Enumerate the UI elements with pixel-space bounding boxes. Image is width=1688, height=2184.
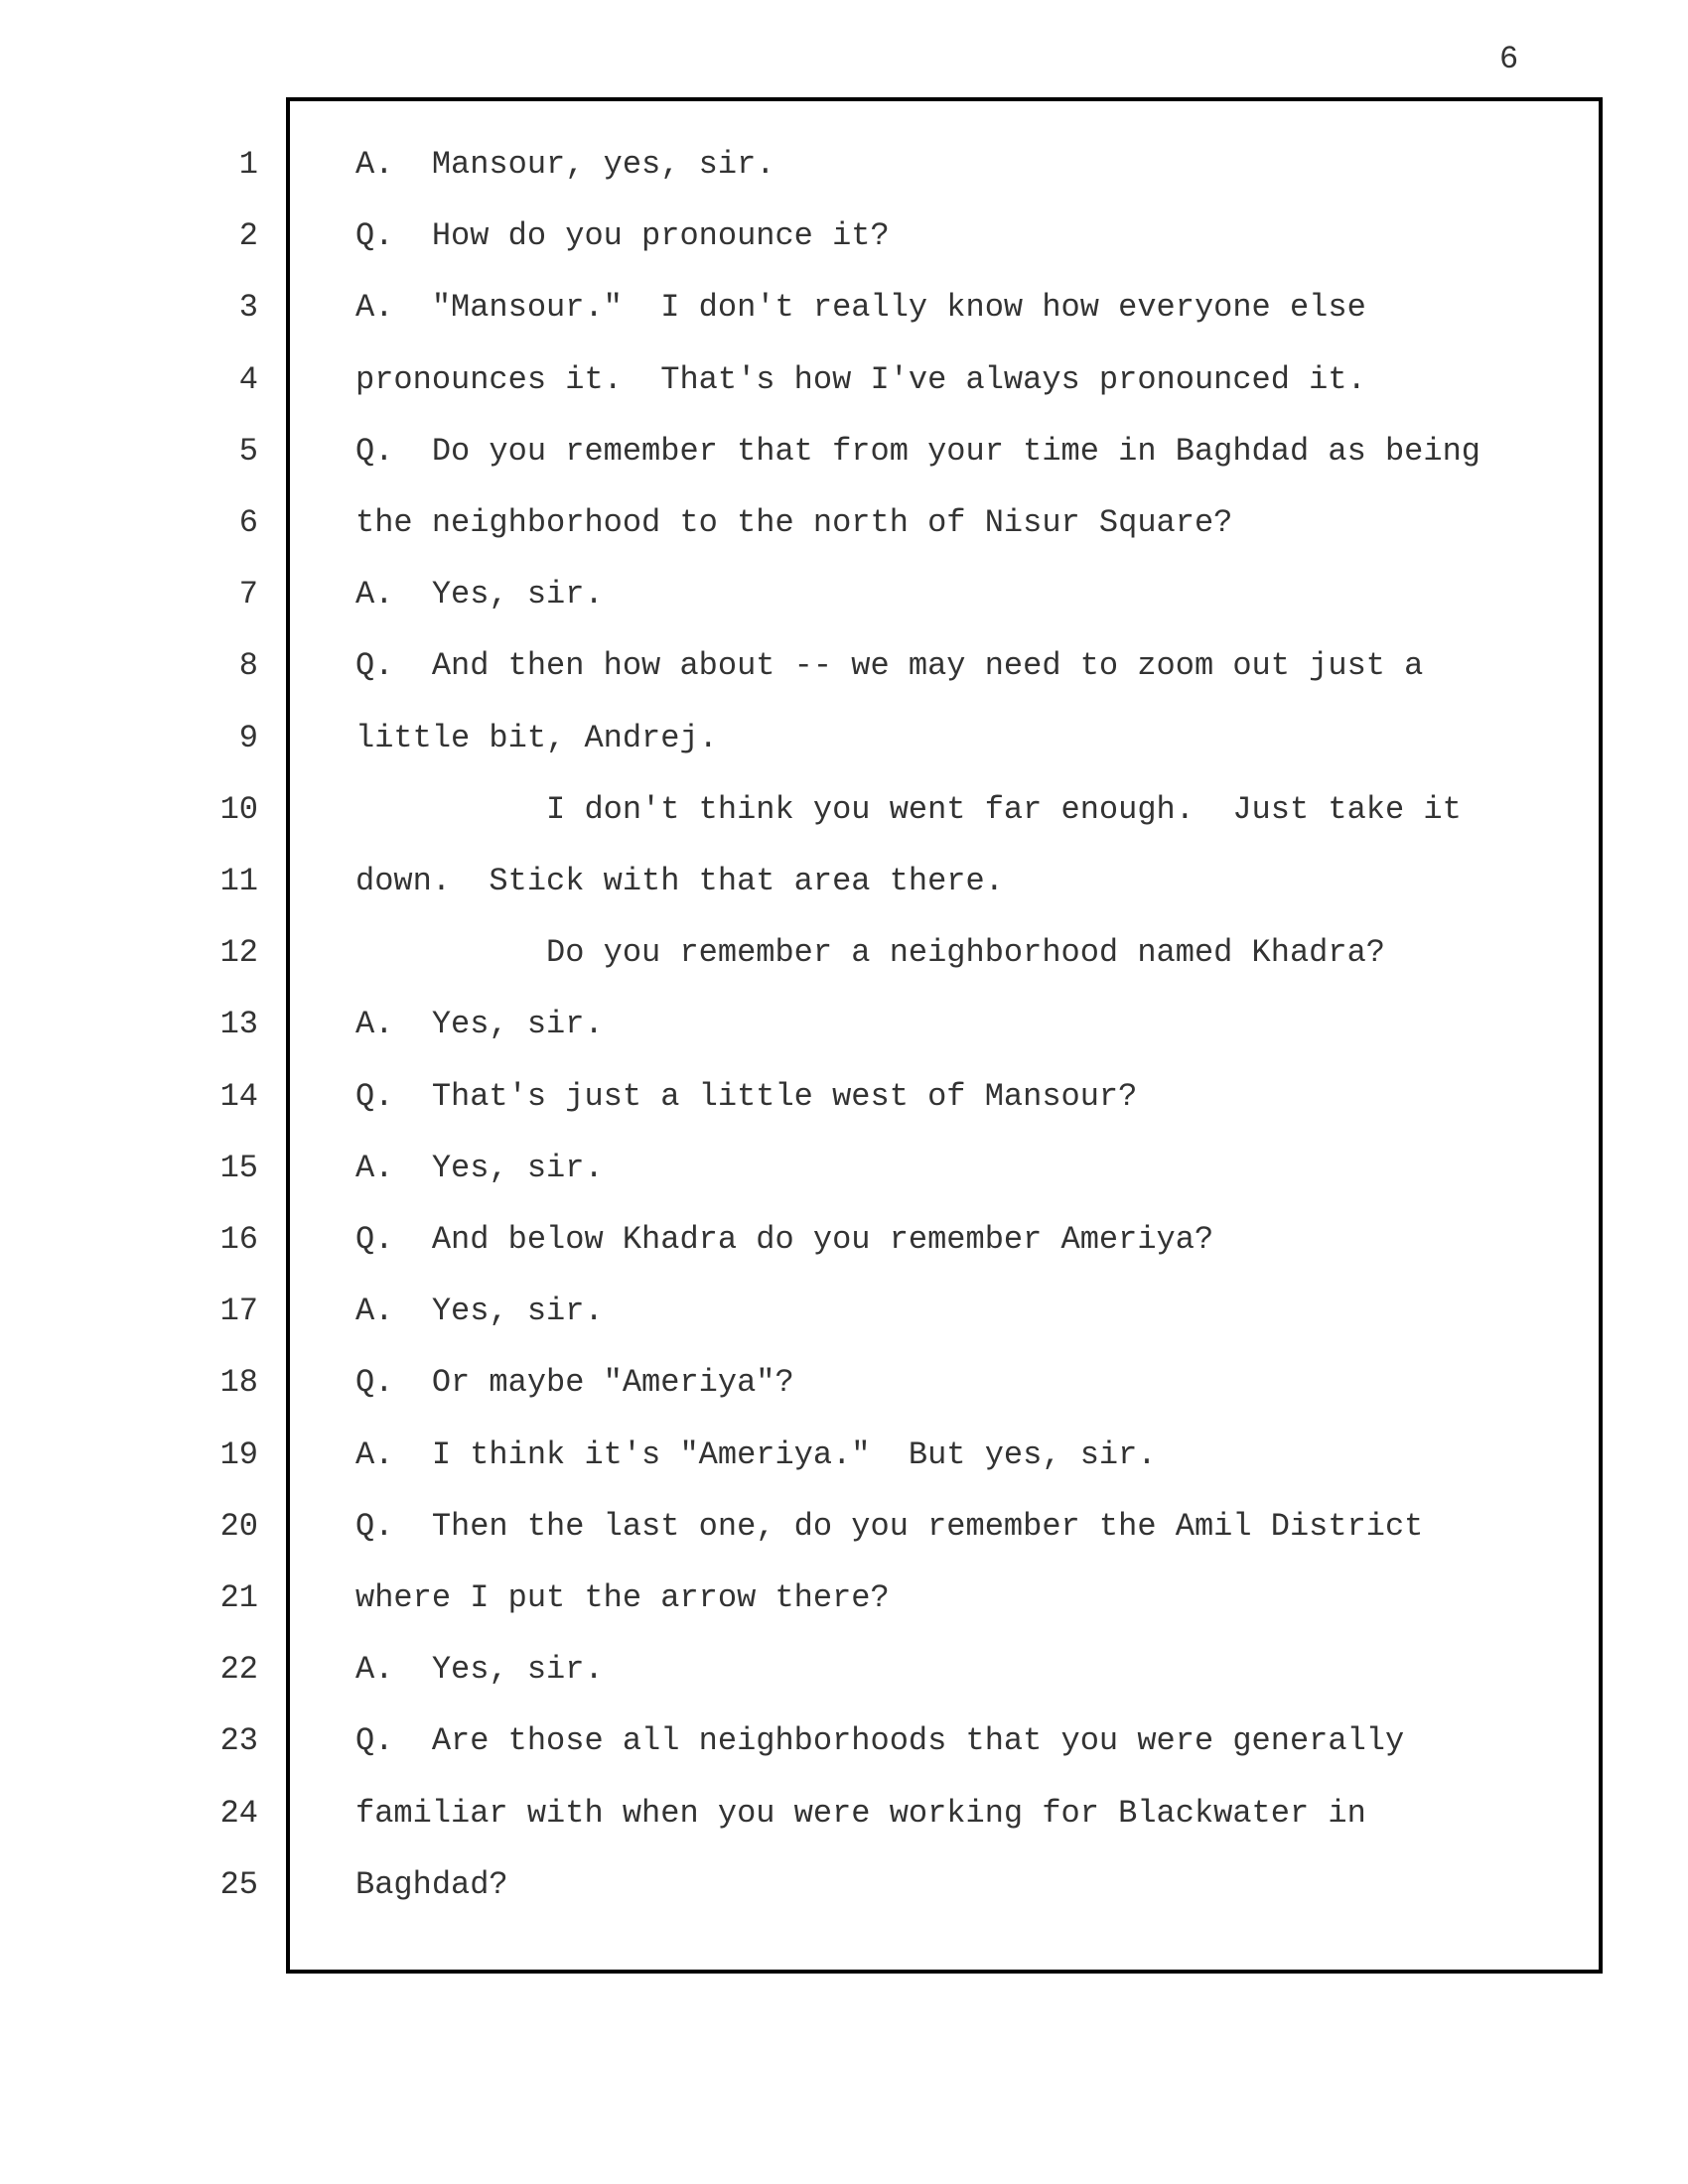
line-number: 13 — [219, 1006, 258, 1043]
transcript-line — [0, 1706, 1688, 1777]
line-number: 12 — [219, 934, 258, 972]
line-text: A. Yes, sir. — [355, 1149, 604, 1186]
line-text: A. Yes, sir. — [355, 1006, 604, 1043]
line-text: Q. Are those all neighborhoods that you were generally — [355, 1722, 1405, 1760]
transcript-line — [0, 416, 1688, 487]
transcript-line — [0, 1778, 1688, 1849]
line-number: 17 — [219, 1293, 258, 1330]
transcript-line — [0, 1061, 1688, 1133]
page-number: 6 — [1499, 41, 1519, 77]
line-number: 25 — [219, 1865, 258, 1903]
line-number: 8 — [238, 647, 258, 685]
transcript-line — [0, 201, 1688, 272]
line-number: 23 — [219, 1722, 258, 1760]
line-text: Q. And below Khadra do you remember Ameriya? — [355, 1221, 1214, 1258]
line-number: 15 — [219, 1149, 258, 1186]
line-text: little bit, Andrej. — [355, 719, 718, 756]
transcript-line — [0, 846, 1688, 917]
line-number: 1 — [238, 146, 258, 183]
transcript-line — [0, 1420, 1688, 1491]
transcript-line — [0, 917, 1688, 989]
transcript-line — [0, 1491, 1688, 1563]
line-text: where I put the arrow there? — [355, 1579, 890, 1616]
line-number: 6 — [238, 504, 258, 541]
line-number: 22 — [219, 1651, 258, 1689]
line-number: 5 — [238, 432, 258, 470]
transcript-line — [0, 989, 1688, 1060]
line-text: Do you remember a neighborhood named Khadra? — [355, 934, 1385, 972]
line-number: 19 — [219, 1435, 258, 1473]
line-text: Baghdad? — [355, 1865, 508, 1903]
line-text: the neighborhood to the north of Nisur Square? — [355, 504, 1233, 541]
transcript-line — [0, 1563, 1688, 1634]
transcript-line — [0, 129, 1688, 201]
line-number: 7 — [238, 576, 258, 614]
line-text: A. Mansour, yes, sir. — [355, 146, 775, 183]
line-number: 20 — [219, 1507, 258, 1545]
transcript-line — [0, 487, 1688, 559]
line-text: A. Yes, sir. — [355, 576, 604, 614]
line-number: 10 — [219, 790, 258, 828]
transcript-line — [0, 1276, 1688, 1347]
line-number: 14 — [219, 1077, 258, 1115]
transcript-line — [0, 1849, 1688, 1921]
transcript-line — [0, 344, 1688, 416]
line-text: Q. Do you remember that from your time in Baghdad as being — [355, 432, 1480, 470]
transcript-line — [0, 1204, 1688, 1276]
line-number: 11 — [219, 863, 258, 899]
line-text: A. I think it's "Ameriya." But yes, sir. — [355, 1435, 1157, 1473]
line-number: 21 — [219, 1579, 258, 1616]
transcript-line — [0, 630, 1688, 702]
line-number: 3 — [238, 289, 258, 327]
line-text: Q. And then how about -- we may need to zoom out just a — [355, 647, 1424, 685]
line-text: Q. That's just a little west of Mansour? — [355, 1077, 1138, 1115]
line-number: 9 — [238, 719, 258, 756]
line-text: I don't think you went far enough. Just take it — [355, 790, 1462, 828]
line-text: Q. Or maybe "Ameriya"? — [355, 1364, 794, 1402]
transcript-line — [0, 1347, 1688, 1419]
line-text: A. Yes, sir. — [355, 1293, 604, 1330]
line-number: 4 — [238, 360, 258, 398]
transcript-line — [0, 774, 1688, 846]
transcript-line — [0, 272, 1688, 343]
line-text: A. "Mansour." I don't really know how everyone else — [355, 289, 1366, 327]
line-number: 16 — [219, 1221, 258, 1258]
line-number: 18 — [219, 1364, 258, 1402]
transcript-line — [0, 1133, 1688, 1204]
transcript-line — [0, 559, 1688, 630]
line-number: 2 — [238, 217, 258, 255]
line-text: pronounces it. That's how I've always pronounced it. — [355, 360, 1366, 398]
transcript-line — [0, 703, 1688, 774]
transcript-line — [0, 1634, 1688, 1706]
line-text: A. Yes, sir. — [355, 1651, 604, 1689]
line-number: 24 — [219, 1794, 258, 1832]
line-text: Q. Then the last one, do you remember the Amil District — [355, 1507, 1424, 1545]
line-text: Q. How do you pronounce it? — [355, 217, 890, 255]
line-text: familiar with when you were working for Blackwater in — [355, 1794, 1366, 1832]
line-text: down. Stick with that area there. — [355, 863, 1004, 899]
